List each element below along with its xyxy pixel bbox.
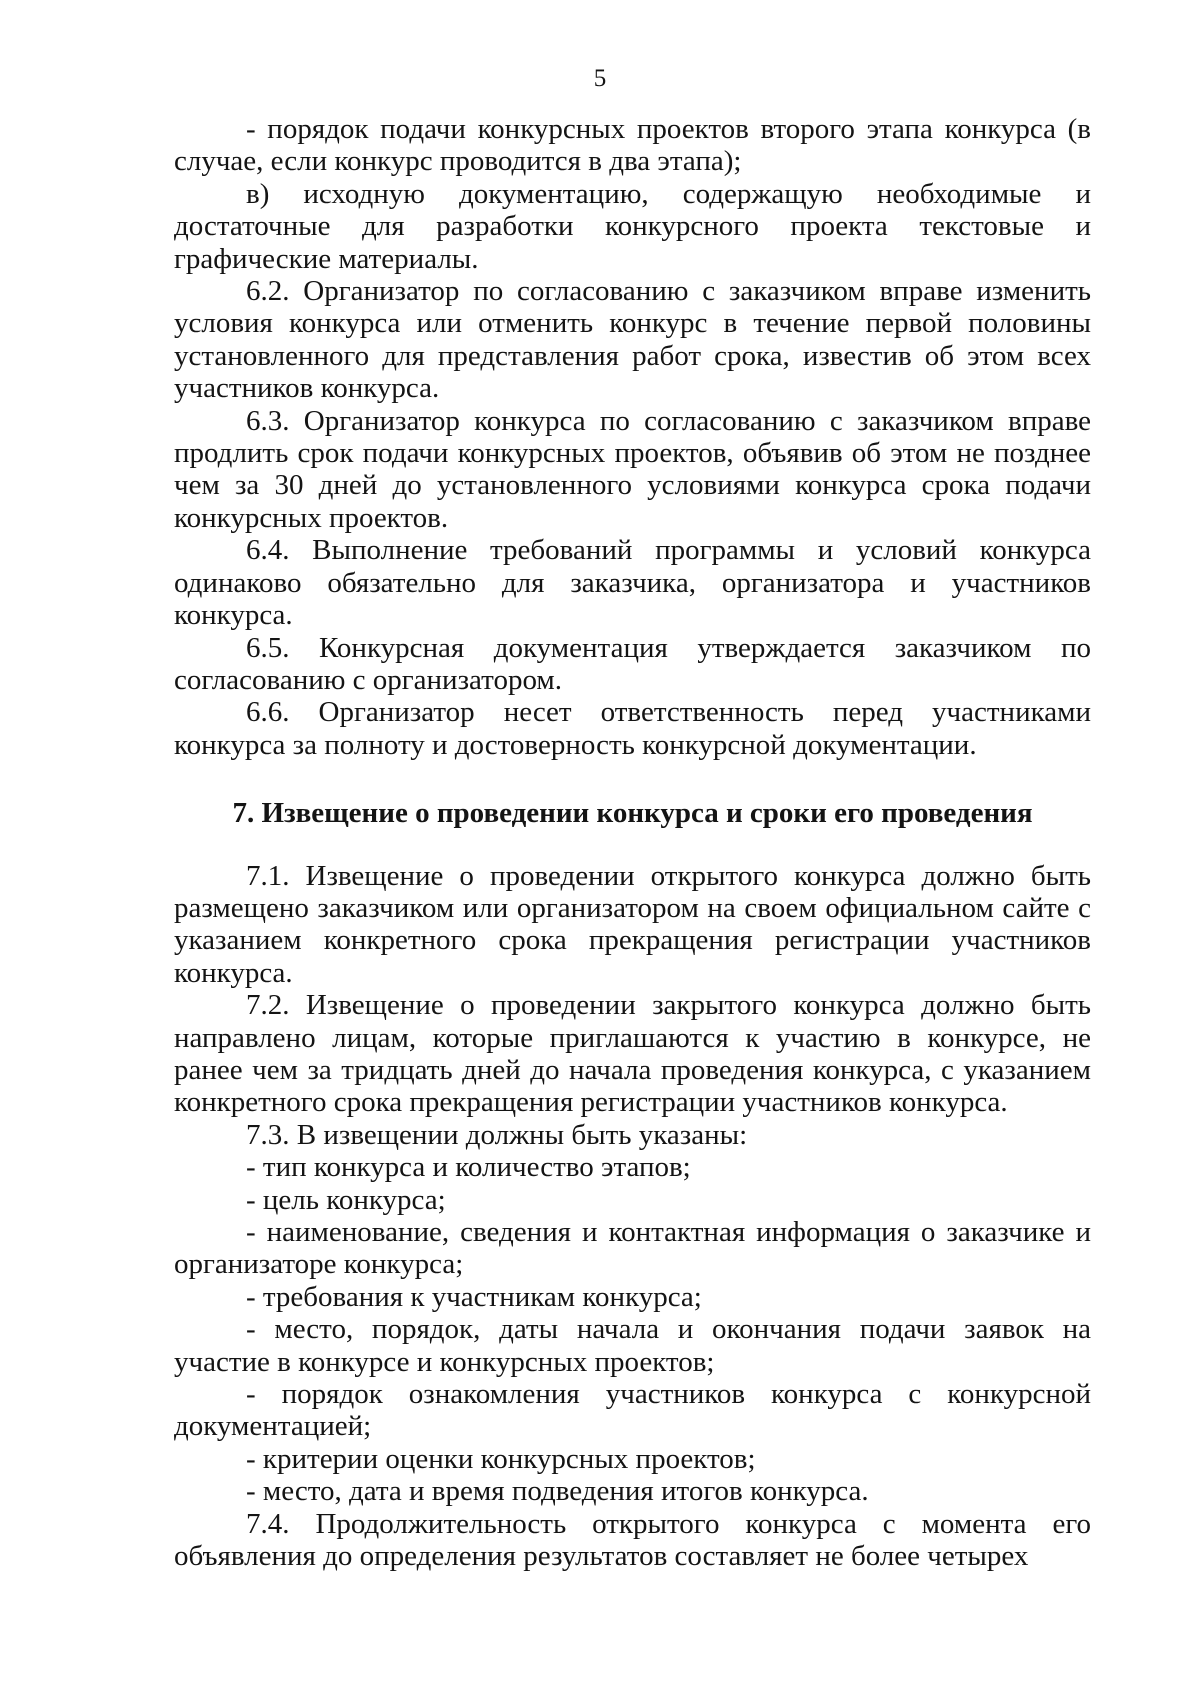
list-item: в) исходную документацию, содержащую необходимые и достаточные для разработки конкурсного проекта текстовые и графические материалы. [174,177,1091,275]
paragraph-7-1: 7.1. Извещение о проведении открытого конкурса должно быть размещено заказчиком или организатором на своем официальном сайте с указанием конкретного срока прекращения регистрации участников конкурса. [174,859,1091,989]
paragraph-6-3: 6.3. Организатор конкурса по согласованию с заказчиком вправе продлить срок подачи конкурсных проектов, объявив об этом не позднее чем за 30 дней до установленного условиями конкурса срока подачи конкурсных проектов. [174,404,1091,534]
paragraph-7-3: 7.3. В извещении должны быть указаны: [246,1118,748,1151]
list-item: - критерии оценки конкурсных проектов; [246,1442,756,1475]
list-item: - место, порядок, даты начала и окончания подачи заявок на участие в конкурсе и конкурсных проектов; [174,1313,1091,1378]
list-item: - тип конкурса и количество этапов; [246,1151,691,1184]
list-item: - цель конкурса; [246,1183,446,1216]
list-item: - место, дата и время подведения итогов конкурса. [246,1475,869,1508]
document-body [174,113,1091,1572]
list-item: - порядок ознакомления участников конкурса с конкурсной документацией; [174,1378,1091,1443]
list-item: - требования к участникам конкурса; [246,1280,702,1313]
list-item: - наименование, сведения и контактная информация о заказчике и организаторе конкурса; [174,1216,1091,1281]
section-heading: 7. Извещение о проведении конкурса и сроки его проведения [232,797,1033,830]
paragraph-6-5: 6.5. Конкурсная документация утверждается заказчиком по согласованию с организатором. [174,631,1091,696]
list-item: - порядок подачи конкурсных проектов второго этапа конкурса (в случае, если конкурс проводится в два этапа); [174,113,1091,178]
paragraph-6-4: 6.4. Выполнение требований программы и условий конкурса одинаково обязательно для заказчика, организатора и участников конкурса. [174,534,1091,632]
paragraph-6-6: 6.6. Организатор несет ответственность перед участниками конкурса за полноту и достоверность конкурсной документации. [174,696,1091,761]
paragraph-7-4: 7.4. Продолжительность открытого конкурса с момента его объявления до определения результатов составляет не более четырех [174,1507,1091,1573]
page-number: 5 [593,65,607,92]
paragraph-6-2: 6.2. Организатор по согласованию с заказчиком вправе изменить условия конкурса или отменить конкурс в течение первой половины установленного для представления работ срока, известив об этом всех участников конкурса. [174,275,1091,405]
paragraph-7-2: 7.2. Извещение о проведении закрытого конкурса должно быть направлено лицам, которые приглашаются к участию в конкурсе, не ранее чем за тридцать дней до начала проведения конкурса, с указанием конкретного срока прекращения регистрации участников конкурса. [174,989,1091,1119]
